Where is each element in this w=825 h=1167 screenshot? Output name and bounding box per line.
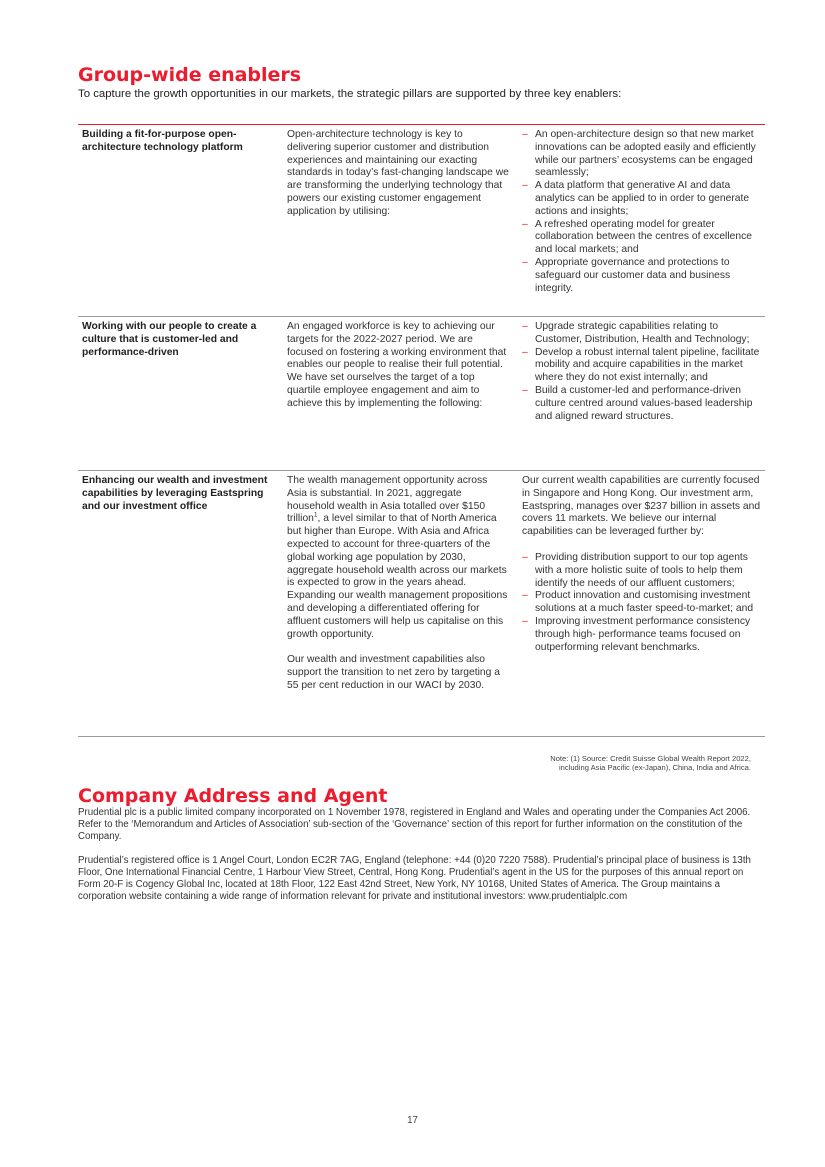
list-item: – Appropriate governance and protections to safeguard our customer data and business integrity. xyxy=(522,257,765,295)
enabler-title: Working with our people to create a culture that is customer-led and performance-driven xyxy=(82,321,257,358)
enabler-description-text xyxy=(287,475,509,641)
list-item: – Improving investment performance consistency through high- performance teams focused on outperforming relevant benchmarks. xyxy=(522,616,765,654)
list-item: – Develop a robust internal talent pipeline, facilitate mobility and acquire capabilities in the market where they do not exist internally; and xyxy=(522,347,765,385)
enabler-actions xyxy=(519,125,765,316)
enablers-table xyxy=(78,124,765,737)
list-item: – Product innovation and customising investment solutions at a much faster speed-to-market; and xyxy=(522,590,765,616)
page-number: 17 xyxy=(407,1115,418,1126)
enabler-description-text: Open-architecture technology is key to delivering superior customer and distribution experiences and maintaining our exacting standards in today’s fast-changing landscape we are transforming the underlying technology that powers our existing customer engagement application by utilising: xyxy=(287,129,509,217)
company-paragraph: Prudential’s registered office is 1 Angel Court, London EC2R 7AG, England (telephone: +44 (0)20 7220 7588). Prudential’s principal place of business is 13th Floor, One International Financial Centre, 1 Harbour View Street, Central, Hong Kong. Prudential’s agent in the US for the purposes of this annual report on Form 20-F is Cogency Global Inc, located at 18th Floor, 122 East 42nd Street, New York, NY 10168, United States of America. The Group maintains a corporation website containing a wide range of information relevant for private and institutional investors: www.prudentialplc.com xyxy=(78,854,751,903)
enabler-row xyxy=(78,471,765,737)
enabler-bullet-list xyxy=(522,129,765,295)
page-content xyxy=(78,64,765,903)
enabler-row xyxy=(78,317,765,471)
list-item: – Providing distribution support to our top agents with a more holistic suite of tools to help them identify the needs of our affluent customers; xyxy=(522,552,765,590)
enabler-title: Enhancing our wealth and investment capabilities by leveraging Eastspring and our investment office xyxy=(82,475,268,512)
enablers-intro: To capture the growth opportunities in our markets, the strategic pillars are supported by three key enablers: xyxy=(78,88,622,100)
list-item: – Upgrade strategic capabilities relating to Customer, Distribution, Health and Technology; xyxy=(522,321,765,347)
list-item: – Build a customer-led and performance-driven culture centred around values-based leadership and aligned reward structures. xyxy=(522,385,765,423)
footnote-line: including Asia Pacific (ex-Japan), China, India and Africa. xyxy=(558,763,751,772)
enabler-actions xyxy=(519,317,765,470)
enabler-bullet-list xyxy=(522,552,765,654)
enabler-title: Building a fit-for-purpose open-architecture technology platform xyxy=(82,129,243,153)
enabler-description-text: An engaged workforce is key to achieving our targets for the 2022-2027 period. We are focused on fostering a working environment that enables our people to realise their full potential. We have set ourselves the target of a top quartile employee engagement and aim to achieve this by implementing the following: xyxy=(287,321,507,409)
description-text-part: , a level similar to that of North America but higher than Europe. With Asia and Africa expected to account for three-quarters of the global working age population by 2030, aggregate household wealth across our markets is expected to grow in the years ahead. Expanding our wealth management propositions and developing a differentiated offering for affluent customers will help us capitalise on this growth opportunity. xyxy=(287,513,508,640)
footnote-marker: 1 xyxy=(313,511,318,519)
enabler-row xyxy=(78,125,765,317)
enabler-list-intro: Our current wealth capabilities are currently focused in Singapore and Hong Kong. Our investment arm, Eastspring, manages over $237 billion in assets and covers 11 markets. We believe our internal capabilities can be leveraged further by: xyxy=(522,475,761,538)
company-heading: Company Address and Agent xyxy=(78,785,388,807)
enabler-bullet-list xyxy=(522,321,765,423)
enabler-description xyxy=(287,317,519,470)
company-section xyxy=(78,785,765,903)
enablers-heading: Group-wide enablers xyxy=(78,64,302,86)
enabler-description xyxy=(287,125,519,316)
list-item: – A data platform that generative AI and data analytics can be applied to in order to generate actions and insights; xyxy=(522,180,765,218)
enabler-description-text: Our wealth and investment capabilities also support the transition to net zero by targeting a 55 per cent reduction in our WACI by 2030. xyxy=(287,654,500,691)
list-item: – An open-architecture design so that new market innovations can be adopted easily and efficiently while our partners’ ecosystems can be engaged seamlessly; xyxy=(522,129,765,180)
company-paragraph: Prudential plc is a public limited company incorporated on 1 November 1978, registered in England and Wales and operating under the Companies Act 2006. Refer to the ‘Memorandum and Articles of Association’ sub-section of the ‘Governance’ section of this report for further information on the constitution of the Company. xyxy=(78,807,751,843)
enabler-description xyxy=(287,471,519,736)
footnote xyxy=(78,754,765,772)
list-item: – A refreshed operating model for greater collaboration between the centres of excellence and local markets; and xyxy=(522,219,765,257)
description-text-part: The wealth management opportunity across Asia is substantial. In 2021, aggregate household wealth in Asia totalled over $150 trillion xyxy=(287,475,488,525)
enabler-actions xyxy=(519,471,765,736)
footnote-line: Note: (1) Source: Credit Suisse Global Wealth Report 2022, xyxy=(550,754,751,763)
